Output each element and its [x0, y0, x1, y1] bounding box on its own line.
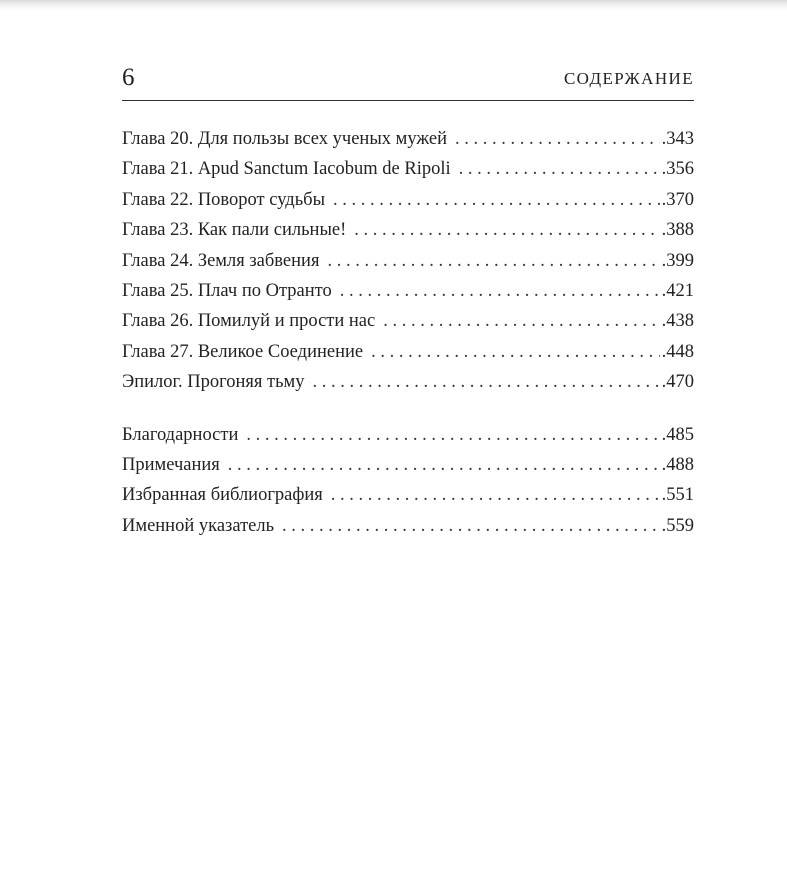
toc-entry-title: Глава 21. Apud Sanctum Iacobum de Ripoli: [122, 159, 451, 180]
book-page: [122, 60, 694, 544]
toc-entry-title: Глава 25. Плач по Отранто: [122, 280, 332, 301]
running-title: СОДЕРЖАНИЕ: [563, 69, 694, 88]
toc-entry-page: .388: [661, 220, 694, 241]
toc-entry-title: Глава 26. Помилуй и прости нас: [122, 311, 376, 332]
toc-entry-chapter-24[interactable]: [122, 249, 694, 279]
toc-entry-title: Глава 24. Земля забвения: [122, 250, 320, 271]
dot-leader: [383, 309, 659, 333]
toc-entry-page: .399: [661, 250, 694, 271]
toc-entry-title: Глава 27. Великое Соединение: [122, 341, 364, 362]
toc-entry-page: .370: [661, 189, 694, 210]
toc-entry-chapter-25[interactable]: [122, 279, 694, 309]
dot-leader: [313, 370, 660, 394]
toc-entry-title: Примечания: [122, 454, 220, 475]
toc-entry-chapter-21[interactable]: [122, 157, 694, 187]
toc-entry-title: Глава 22. Поворот судьбы: [122, 189, 326, 210]
dot-leader: [246, 423, 659, 447]
toc-entry-title: Эпилог. Прогоняя тьму: [122, 372, 305, 393]
toc-entry-bibliography[interactable]: [122, 483, 694, 513]
toc-entry-title: Именной указатель: [122, 515, 275, 536]
dot-leader: [331, 483, 660, 507]
toc-chapters: [122, 127, 694, 401]
page-number: 6: [122, 64, 135, 91]
dot-leader: [354, 218, 659, 242]
toc-entry-notes[interactable]: [122, 453, 694, 483]
dot-leader: [327, 249, 659, 273]
toc-entry-page: .438: [661, 311, 694, 332]
toc-entry-page: .485: [661, 424, 694, 445]
page-top-shadow: [0, 0, 787, 10]
dot-leader: [228, 453, 660, 477]
toc-entry-page: .448: [661, 341, 694, 362]
toc-entry-chapter-26[interactable]: [122, 309, 694, 339]
dot-leader: [459, 157, 660, 181]
toc-entry-title: Глава 20. Для пользы всех ученых мужей: [122, 129, 447, 149]
toc-entry-page: .559: [661, 515, 694, 536]
toc-entry-page: .343: [661, 129, 694, 149]
dot-leader: [455, 127, 660, 151]
table-of-contents: [122, 127, 694, 544]
toc-entry-acknowledgements[interactable]: [122, 423, 694, 453]
toc-entry-title: Благодарности: [122, 424, 239, 445]
toc-entry-chapter-23[interactable]: [122, 218, 694, 248]
dot-leader: [340, 279, 660, 303]
toc-back-matter: [122, 423, 694, 545]
dot-leader: [371, 340, 660, 364]
toc-entry-chapter-22[interactable]: [122, 188, 694, 218]
page-header: [122, 60, 694, 101]
toc-entry-chapter-27[interactable]: [122, 340, 694, 370]
toc-entry-title: Избранная библиография: [122, 485, 323, 506]
toc-entry-page: .470: [661, 372, 694, 393]
dot-leader: [282, 514, 660, 538]
toc-entry-page: .551: [661, 485, 694, 506]
toc-entry-title: Глава 23. Как пали сильные!: [122, 220, 347, 241]
toc-entry-chapter-20[interactable]: [122, 127, 694, 157]
toc-entry-page: .356: [661, 159, 694, 180]
toc-entry-epilogue[interactable]: [122, 370, 694, 400]
toc-entry-page: .488: [661, 454, 694, 475]
toc-entry-name-index[interactable]: [122, 514, 694, 544]
dot-leader: [333, 188, 660, 212]
toc-entry-page: .421: [661, 280, 694, 301]
